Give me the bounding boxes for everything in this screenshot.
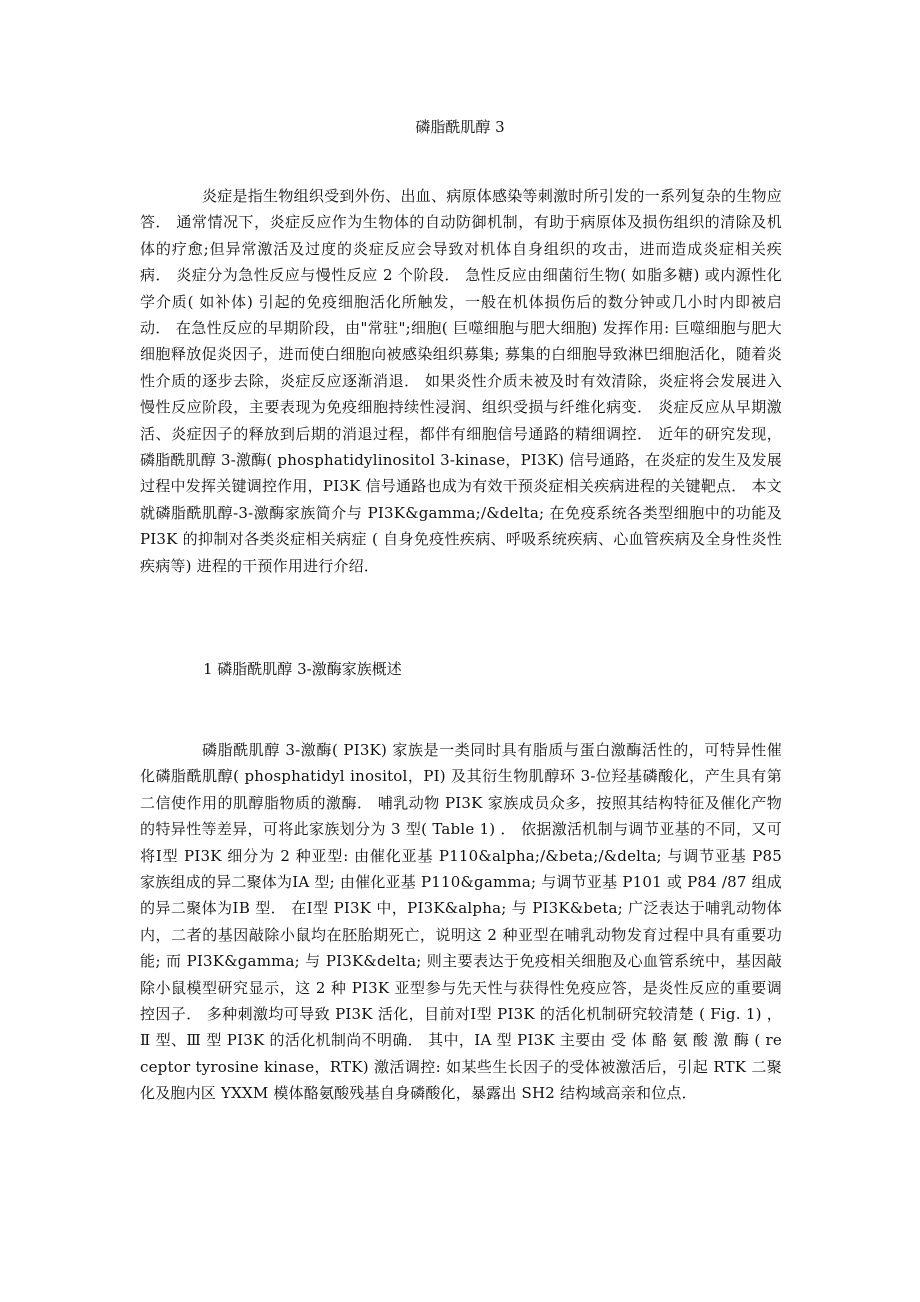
document-title: 磷脂酰肌醇 3	[415, 118, 505, 136]
section-heading-1: 1 磷脂酰肌醇 3-激酶家族概述	[203, 660, 402, 678]
intro-paragraph: 炎症是指生物组织受到外伤、出血、病原体感染等刺激时所引发的一系列复杂的生物应答． 通常情况下，炎症反应作为生物体的自动防御机制，有助于病原体及损伤组织的清除及机体的疗愈;但异常激活及过度的炎症反应会导致对机体自身组织的攻击，进而造成炎症相关疾病． 炎症分为急性反应与慢性反应 2 个阶段． 急性反应由细菌衍生物( 如脂多糖) 或内源性化学介质( 如补体) 引起的免疫细胞活化所触发，一般在机体损伤后的数分钟或几小时内即被启动． 在急性反应的早期阶段，由"常驻";细胞( 巨噬细胞与肥大细胞) 发挥作用: 巨噬细胞与肥大细胞释放促炎因子，进而使白细胞向被感染组织募集; 募集的白细胞导致淋巴细胞活化，随着炎性介质的逐步去除，炎症反应逐渐消退． 如果炎性介质未被及时有效清除，炎症将会发展进入慢性反应阶段，主要表现为免疫细胞持续性浸润、组织受损与纤维化病变． 炎症反应从早期激活、炎症因子的释放到后期的消退过程，都伴有细胞信号通路的精细调控． 近年的研究发现，磷脂酰肌醇 3-激酶( phosphatidylinositol 3-kinase，PI3K) 信号通路，在炎症的发生及发展过程中发挥关键调控作用，PI3K 信号通路也成为有效干预炎症相关疾病进程的关键靶点． 本文就磷脂酰肌醇-3-激酶家族简介与 PI3K&gamma;/&delta; 在免疫系统各类型细胞中的功能及 PI3K 的抑制对各类炎症相关病症 ( 自身免疫性疾病、呼吸系统疾病、心血管疾病及全身性炎性疾病等) 进程的干预作用进行介绍．	[140, 187, 782, 575]
family-overview-paragraph: 磷脂酰肌醇 3-激酶( PI3K) 家族是一类同时具有脂质与蛋白激酶活性的，可特异性催化磷脂酰肌醇( phosphatidyl inositol，PI) 及其衍生物肌醇环 3-位羟基磷酸化，产生具有第二信使作用的肌醇脂物质的激酶． 哺乳动物 PI3K 家族成员众多，按照其结构特征及催化产物的特异性等差异，可将此家族划分为 3 型( Table 1) ． 依据激活机制与调节亚基的不同，又可将Ⅰ型 PI3K 细分为 2 种亚型: 由催化亚基 P110&alpha;/&beta;/&delta; 与调节亚基 P85 家族组成的异二聚体为ⅠA 型; 由催化亚基 P110&gamma; 与调节亚基 P101 或 P84 /87 组成的异二聚体为ⅠB 型． 在Ⅰ型 PI3K 中，PI3K&alpha; 与 PI3K&beta; 广泛表达于哺乳动物体内，二者的基因敲除小鼠均在胚胎期死亡，说明这 2 种亚型在哺乳动物发育过程中具有重要功能; 而 PI3K&gamma; 与 PI3K&delta; 则主要表达于免疫相关细胞及心血管系统中，基因敲除小鼠模型研究显示，这 2 种 PI3K 亚型参与先天性与获得性免疫应答，是炎性反应的重要调控因子． 多种刺激均可导致 PI3K 活化，目前对Ⅰ型 PI3K 的活化机制研究较清楚 ( Fig. 1) ，Ⅱ 型、Ⅲ 型 PI3K 的活化机制尚不明确． 其中，ⅠA 型 PI3K 主要由 受 体 酪 氨 酸 激 酶 ( receptor tyrosine kinase，RTK) 激活调控: 如某些生长因子的受体被激活后，引起 RTK 二聚化及胞内区 YXXM 模体酪氨酸残基自身磷酸化，暴露出 SH2 结构域高亲和位点．	[140, 741, 782, 1103]
